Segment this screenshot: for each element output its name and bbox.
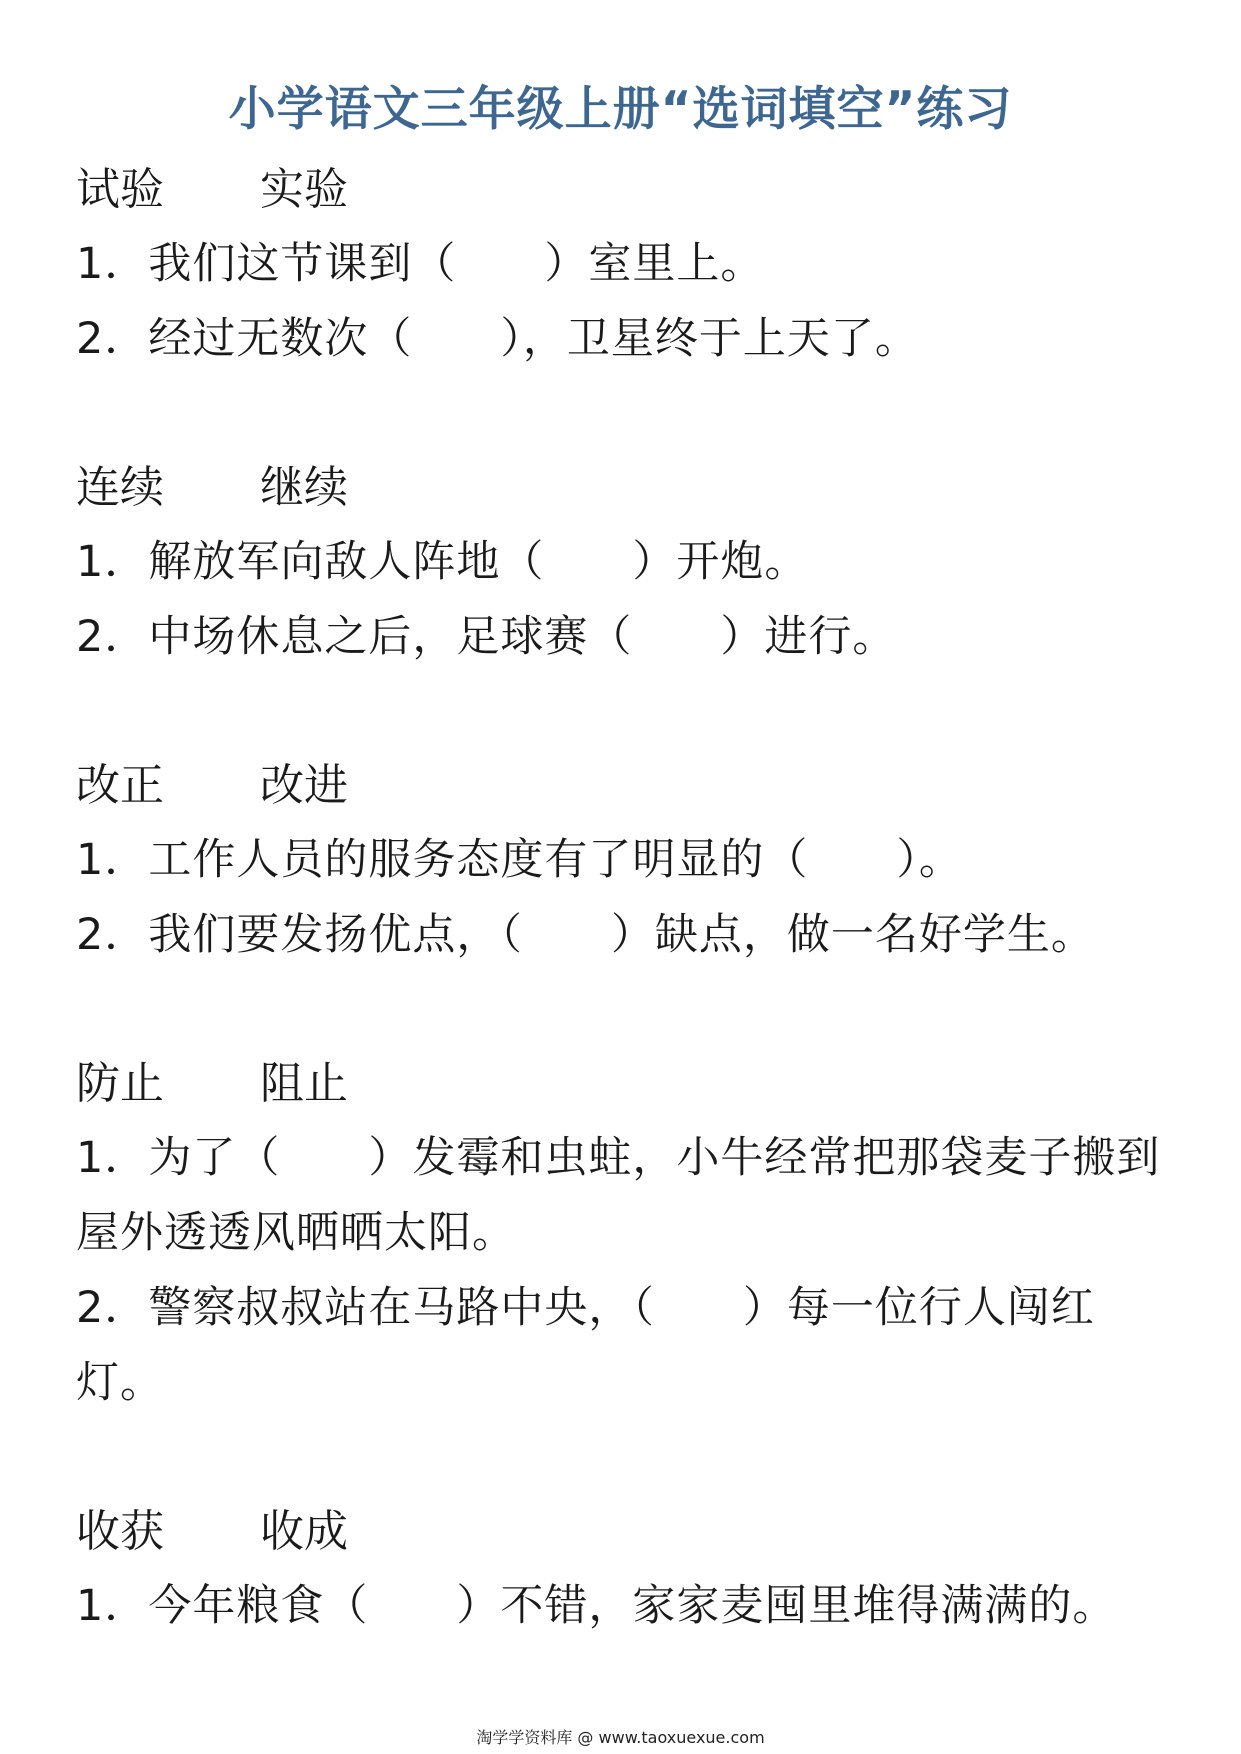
word-pair — [76, 450, 1176, 525]
word-pair — [76, 748, 1176, 823]
question-line: 1．解放军向敌人阵地（ ）开炮。 — [76, 537, 809, 587]
word-group-1 — [76, 152, 1176, 377]
word-group-3 — [76, 748, 1176, 973]
word-pair — [76, 1494, 1176, 1569]
word-option-b: 阻止 — [260, 1058, 348, 1109]
question-line: 1．工作人员的服务态度有了明显的（ ）。 — [76, 835, 963, 885]
exercise-content — [76, 152, 1176, 1644]
word-option-a: 收获 — [76, 1506, 164, 1557]
word-option-b: 实验 — [260, 164, 348, 215]
question-line: 2．我们要发扬优点，（ ）缺点，做一名好学生。 — [76, 910, 1095, 960]
question-line: 1．为了（ ）发霉和虫蛀，小牛经常把那袋麦子搬到屋外透透风晒晒太阳。 — [76, 1133, 1161, 1258]
word-pair — [76, 1046, 1176, 1121]
word-option-a: 连续 — [76, 462, 164, 513]
word-option-b: 改进 — [260, 760, 348, 811]
word-pair — [76, 152, 1176, 227]
question-line: 1．今年粮食（ ）不错，家家麦囤里堆得满满的。 — [76, 1581, 1117, 1631]
word-group-5 — [76, 1494, 1176, 1644]
question-line: 2．经过无数次（ ），卫星终于上天了。 — [76, 314, 919, 364]
word-option-a: 改正 — [76, 760, 164, 811]
question-line: 1．我们这节课到（ ）室里上。 — [76, 239, 765, 289]
word-option-b: 继续 — [260, 462, 348, 513]
word-option-b: 收成 — [260, 1506, 348, 1557]
page-title: 小学语文三年级上册“选词填空”练习 — [228, 82, 1013, 137]
question-line: 2．中场休息之后，足球赛（ ）进行。 — [76, 612, 897, 662]
word-option-a: 试验 — [76, 164, 164, 215]
question-line: 2．警察叔叔站在马路中央，（ ）每一位行人闯红灯。 — [76, 1283, 1095, 1408]
word-option-a: 防止 — [76, 1058, 164, 1109]
word-group-4 — [76, 1046, 1176, 1421]
footer-watermark: 淘学学资料库 @ www.taoxuexue.com — [476, 1728, 765, 1747]
word-group-2 — [76, 450, 1176, 675]
